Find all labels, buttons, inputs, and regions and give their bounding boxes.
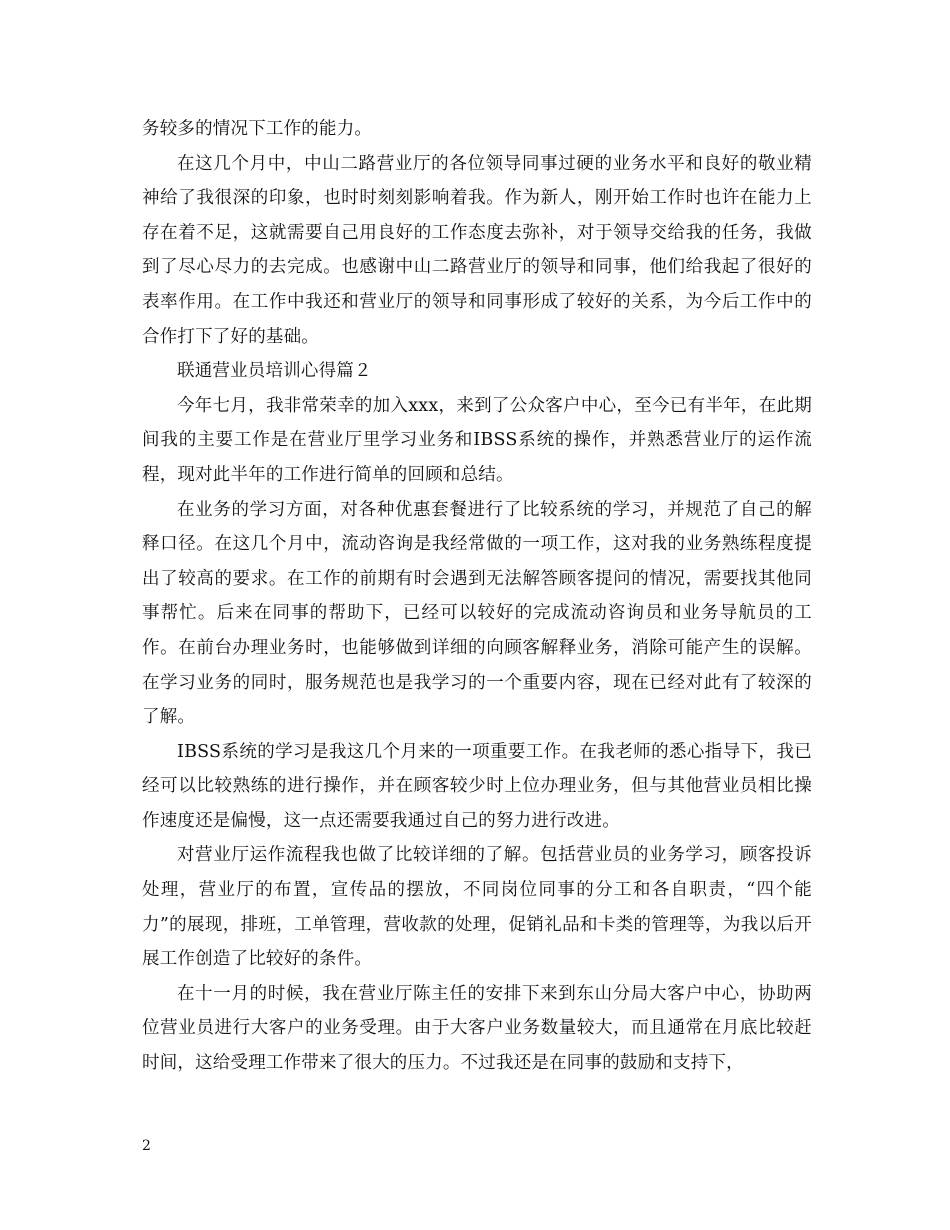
paragraph-4: 在业务的学习方面，对各种优惠套餐进行了比较系统的学习，并规范了自己的解释口径。在这几个月中，流动咨询是我经常做的一项工作，这对我的业务熟练程度提出了较高的要求。在工作的前期有时会遇到无法解答顾客提问的情况，需要找其他同事帮忙。后来在同事的帮助下，已经可以较好的完成流动咨询员和业务导航员的工作。在前台办理业务时，也能够做到详细的向顾客解释业务，消除可能产生的误解。在学习业务的同时，服务规范也是我学习的一个重要内容，现在已经对此有了较深的了解。 xyxy=(142,499,812,728)
page-number: 2 xyxy=(142,1138,151,1154)
paragraph-6: 对营业厅运作流程我也做了比较详细的了解。包括营业员的业务学习，顾客投诉处理，营业厅的布置，宣传品的摆放，不同岗位同事的分工和各自职责，“四个能力”的展现，排班，工单管理，营收款的处理，促销礼品和卡类的管理等，为我以后开展工作创造了比较好的条件。 xyxy=(142,845,812,970)
paragraph-2: 在这几个月中，中山二路营业厅的各位领导同事过硬的业务水平和良好的敬业精神给了我很深的印象，也时时刻刻影响着我。作为新人，刚开始工作时也许在能力上存在着不足，这就需要自己用良好的工作态度去弥补，对于领导交给我的任务，我做到了尽心尽力的去完成。也感谢中山二路营业厅的领导和同事，他们给我起了很好的表率作用。在工作中我还和营业厅的领导和同事形成了较好的关系，为今后工作中的合作打下了好的基础。 xyxy=(142,153,812,347)
section-heading: 联通营业员培训心得篇２ xyxy=(177,361,372,382)
paragraph-1: 务较多的情况下工作的能力。 xyxy=(142,119,373,139)
paragraph-5: IBSS系统的学习是我这几个月来的一项重要工作。在我老师的悉心指导下，我已经可以比较熟练的进行操作，并在顾客较少时上位办理业务，但与其他营业员相比操作速度还是偏慢，这一点还需要我通过自己的努力进行改进。 xyxy=(142,741,812,831)
paragraph-7: 在十一月的时候，我在营业厅陈主任的安排下来到东山分局大客户中心，协助两位营业员进行大客户的业务受理。由于大客户业务数量较大，而且通常在月底比较赶时间，这给受理工作带来了很大的压力。不过我还是在同事的鼓励和支持下， xyxy=(142,983,812,1074)
paragraph-3: 今年七月，我非常荣幸的加入xxx，来到了公众客户中心，至今已有半年，在此期间我的主要工作是在营业厅里学习业务和IBSS系统的操作，并熟悉营业厅的运作流程，现对此半年的工作进行简单的回顾和总结。 xyxy=(142,395,812,485)
document-body xyxy=(142,112,812,1081)
